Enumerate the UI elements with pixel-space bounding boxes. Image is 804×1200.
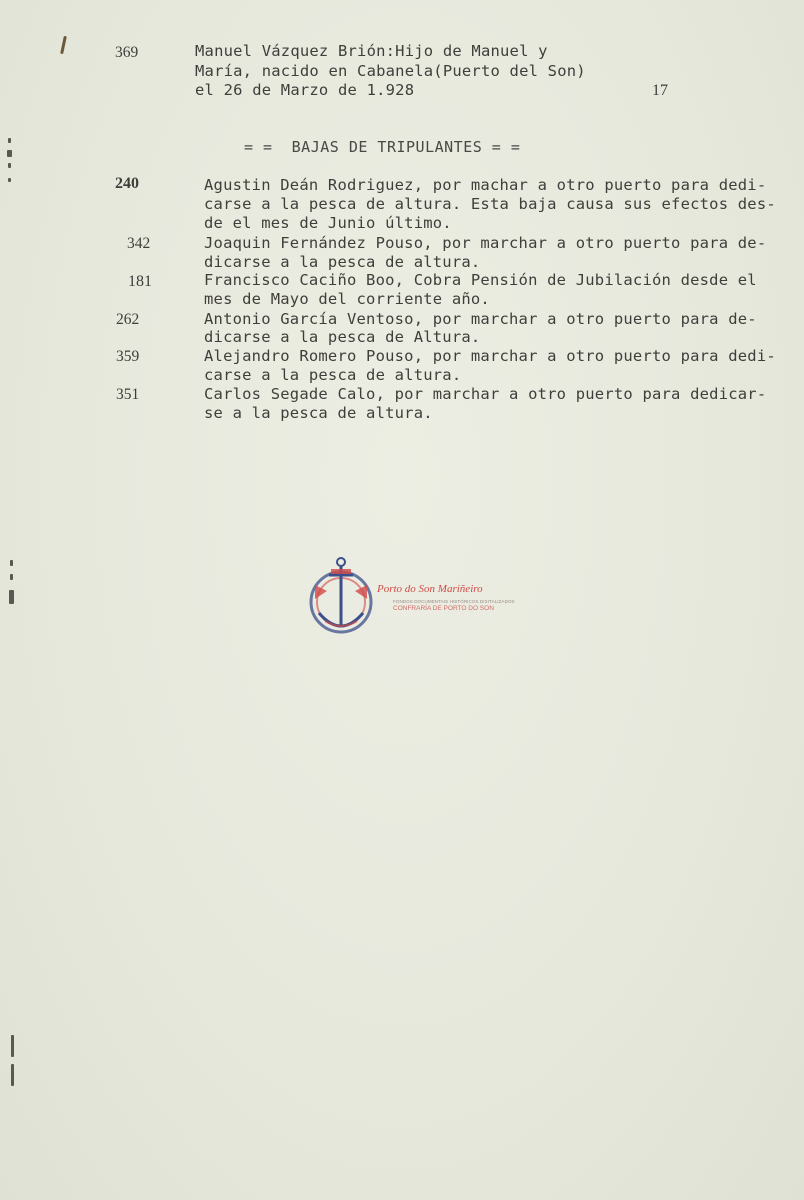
binding-mark [9,590,14,604]
binding-mark [8,178,11,182]
entry-line: mes de Mayo del corriente año. [204,290,490,308]
entry-line: dicarse a la pesca de Altura. [204,328,481,346]
entry-line: Carlos Segade Calo, por marchar a otro puerto para dedicar- [204,385,767,403]
entry-line: carse a la pesca de altura. Esta baja causa sus efectos des- [204,195,776,213]
section-title: = = BAJAS DE TRIPULANTES = = [244,138,521,156]
binding-mark [7,150,12,157]
binding-mark [8,138,11,143]
entry-number: 342 [127,235,151,252]
header-entry-line: el 26 de Marzo de 1.928 [195,81,415,99]
entry-number: 240 [115,175,139,192]
binding-mark [10,560,13,566]
binding-mark [11,1064,14,1086]
watermark-title: Porto do Son Mariñeiro [377,583,483,595]
entry-line: de el mes de Junio último. [204,214,452,232]
entry-line: se a la pesca de altura. [204,404,433,422]
watermark-subtitle: FONDOS DOCUMENTAIS HISTÓRICOS DIXITALIZADOS [393,599,515,604]
watermark-organization: CONFRARÍA DE PORTO DO SON [393,605,494,612]
entry-line: dicarse a la pesca de altura. [204,253,481,271]
watermark-seal [305,555,515,645]
entry-line: Alejandro Romero Pouso, por marchar a otro puerto para dedi- [204,347,776,365]
entry-number: 359 [116,348,140,365]
entry-number: 181 [128,273,152,290]
header-entry-line: María, nacido en Cabanela(Puerto del Son) [195,62,586,80]
header-entry-line: Manuel Vázquez Brión:Hijo de Manuel y [195,42,548,60]
binding-mark [8,163,11,168]
entry-line: carse a la pesca de altura. [204,366,462,384]
page-number: 17 [652,82,668,99]
entry-number: 351 [116,386,140,403]
entry-line: Agustin Deán Rodriguez, por machar a otro puerto para dedi- [204,176,767,194]
binding-mark [10,574,13,580]
header-entry-number: 369 [115,44,139,61]
entry-line: Antonio García Ventoso, por marchar a otro puerto para de- [204,310,757,328]
binding-mark [60,36,67,54]
entry-number: 262 [116,311,140,328]
entry-line: Joaquin Fernández Pouso, por marchar a otro puerto para de- [204,234,767,252]
binding-mark [11,1035,14,1057]
entry-line: Francisco Caciño Boo, Cobra Pensión de Jubilación desde el [204,271,757,289]
anchor-emblem-icon [305,555,377,645]
